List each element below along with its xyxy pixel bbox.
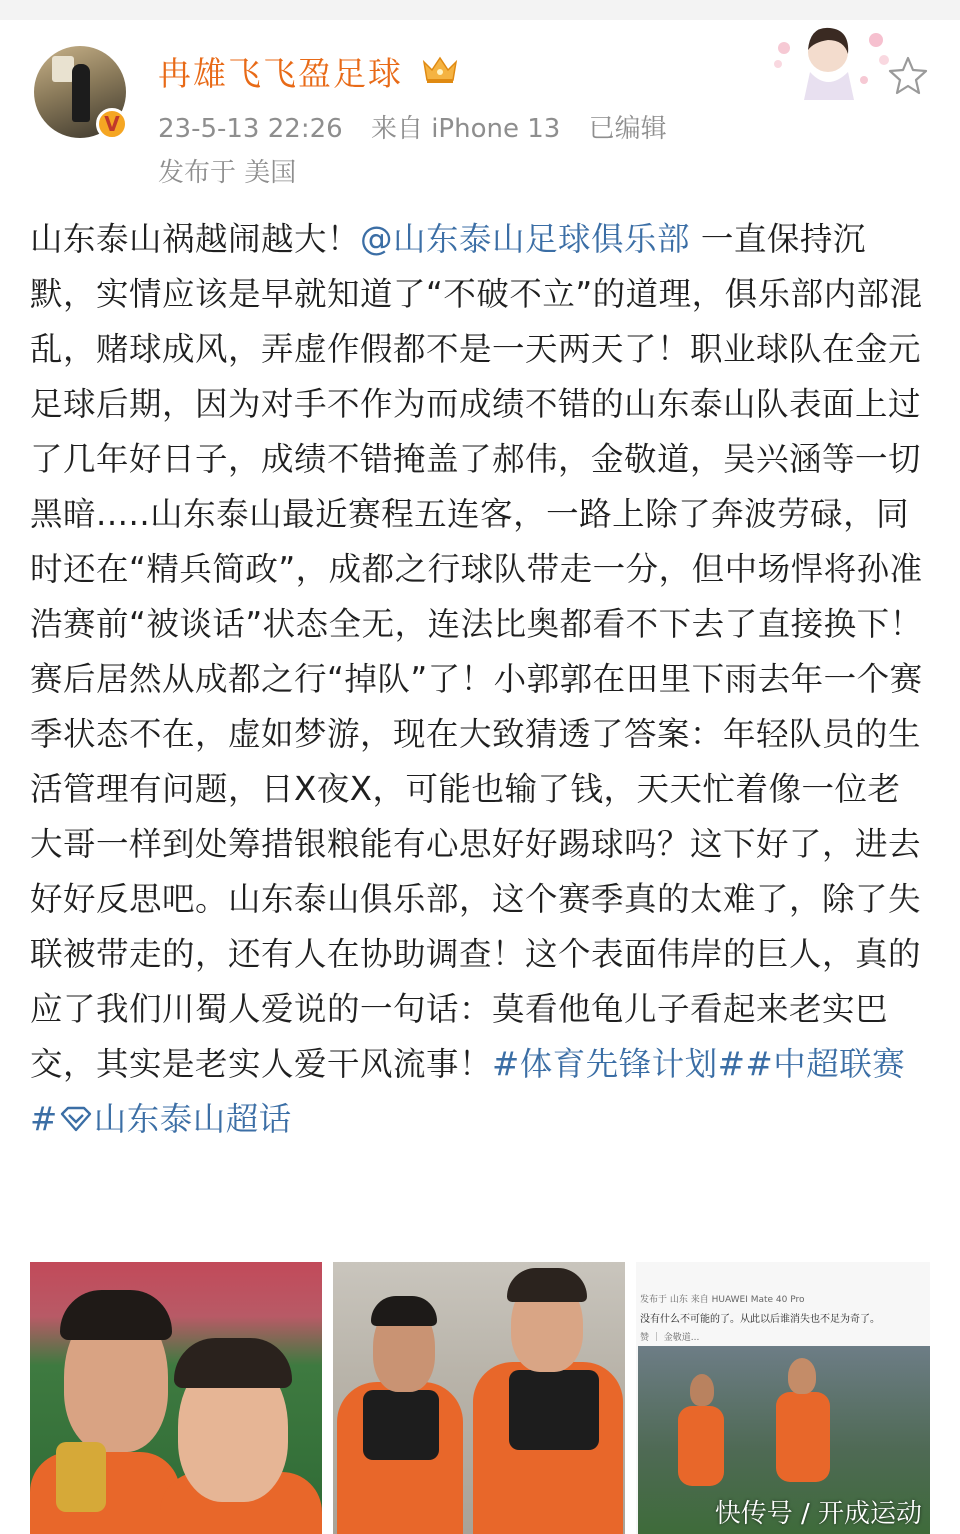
mention-link[interactable]: @山东泰山足球俱乐部	[360, 220, 691, 258]
username[interactable]: 冉雄飞飞盈足球	[158, 54, 403, 93]
photo-2[interactable]	[333, 1262, 625, 1534]
post-edited: 已编辑	[588, 114, 667, 144]
content-text-2: 一直保持沉默，实情应该是早就知道了“不破不立”的道理，俱乐部内部混乱，赌球成风，弄虚作假都不是一天两天了！职业球队在金元足球后期，因为对手不作为而成绩不错的山东泰山队表面上过了几年好日子，成绩不错掩盖了郝伟，金敬道，吴兴涵等一切黑暗.....山东泰山最近赛程五连客，一路上除了奔波劳碌，同时还在“精兵简政”，成都之行球队带走一分，但中场悍将孙准浩赛前“被谈话”状态全无，连法比奥都看不下去了直接换下！赛后居然从成都之行“掉队”了！小郭郭在田里下雨去年一个赛季状态不在，虚如梦游，现在大致猜透了答案：年轻队员的生活管理有问题，日X夜X，可能也输了钱，天天忙着像一位老大哥一样到处筹措银粮能有心思好好踢球吗？这下好了，进去好好反思吧。山东泰山俱乐部，这个赛季真的太难了，除了失联被带走的，还有人在协助调查！这个表面伟岸的巨人，真的应了我们川蜀人爱说的一句话：莫看他龟儿子看起来老实巴交，其实是老实人爱干风流事！	[30, 220, 923, 1083]
photo-2-hair-right	[507, 1268, 587, 1302]
supertopic-label: 山东泰山超话	[93, 1100, 292, 1138]
post-date: 23-5-13 22:26	[158, 114, 343, 144]
photo-2-vest-right	[509, 1370, 599, 1450]
avatar-figure	[72, 64, 90, 122]
crown-badge-icon	[420, 52, 460, 86]
post-source: 来自 iPhone 13	[370, 114, 561, 144]
supertopic-diamond-icon	[58, 1106, 94, 1132]
photo-grid	[30, 1262, 930, 1534]
post-location: 发布于 美国	[158, 158, 297, 188]
status-bar	[0, 0, 960, 20]
photo-2-hair-left	[371, 1296, 437, 1326]
verified-badge-icon: V	[96, 108, 128, 140]
photo-3-caption-3: 赞 ｜ 金敬道...	[640, 1333, 700, 1343]
watermark: 快传号 / 开成运动	[714, 1499, 922, 1529]
photo-3-player-1	[678, 1406, 724, 1486]
photo-3-caption-2: 没有什么不可能的了。从此以后谁消失也不足为奇了。	[640, 1314, 880, 1325]
photo-3-player-2	[776, 1392, 830, 1482]
photo-1[interactable]	[30, 1262, 322, 1534]
post-meta	[158, 108, 687, 145]
photo-2-vest-left	[363, 1390, 439, 1460]
hashtag-csl[interactable]: #中超联赛#	[30, 1045, 906, 1138]
content-text-1: 山东泰山祸越闹越大！	[30, 220, 361, 258]
avatar-sign	[52, 56, 74, 82]
supertopic-link[interactable]	[58, 1100, 292, 1138]
hashtag-sports-plan[interactable]: #体育先锋计划#	[492, 1045, 746, 1083]
photo-3-player-2-head	[788, 1358, 816, 1394]
photo-3-caption-1: 发布于 山东 来自 HUAWEI Mate 40 Pro	[640, 1295, 805, 1305]
photo-1-medal	[56, 1442, 106, 1512]
favorite-star-icon[interactable]	[886, 54, 930, 98]
photo-3-player-1-head	[690, 1374, 714, 1406]
photo-3[interactable]	[636, 1262, 930, 1534]
post-content	[30, 212, 930, 1147]
photo-1-hair-right	[174, 1338, 292, 1388]
photo-1-hair-left	[60, 1290, 172, 1340]
card-decoration-icon	[764, 20, 894, 100]
